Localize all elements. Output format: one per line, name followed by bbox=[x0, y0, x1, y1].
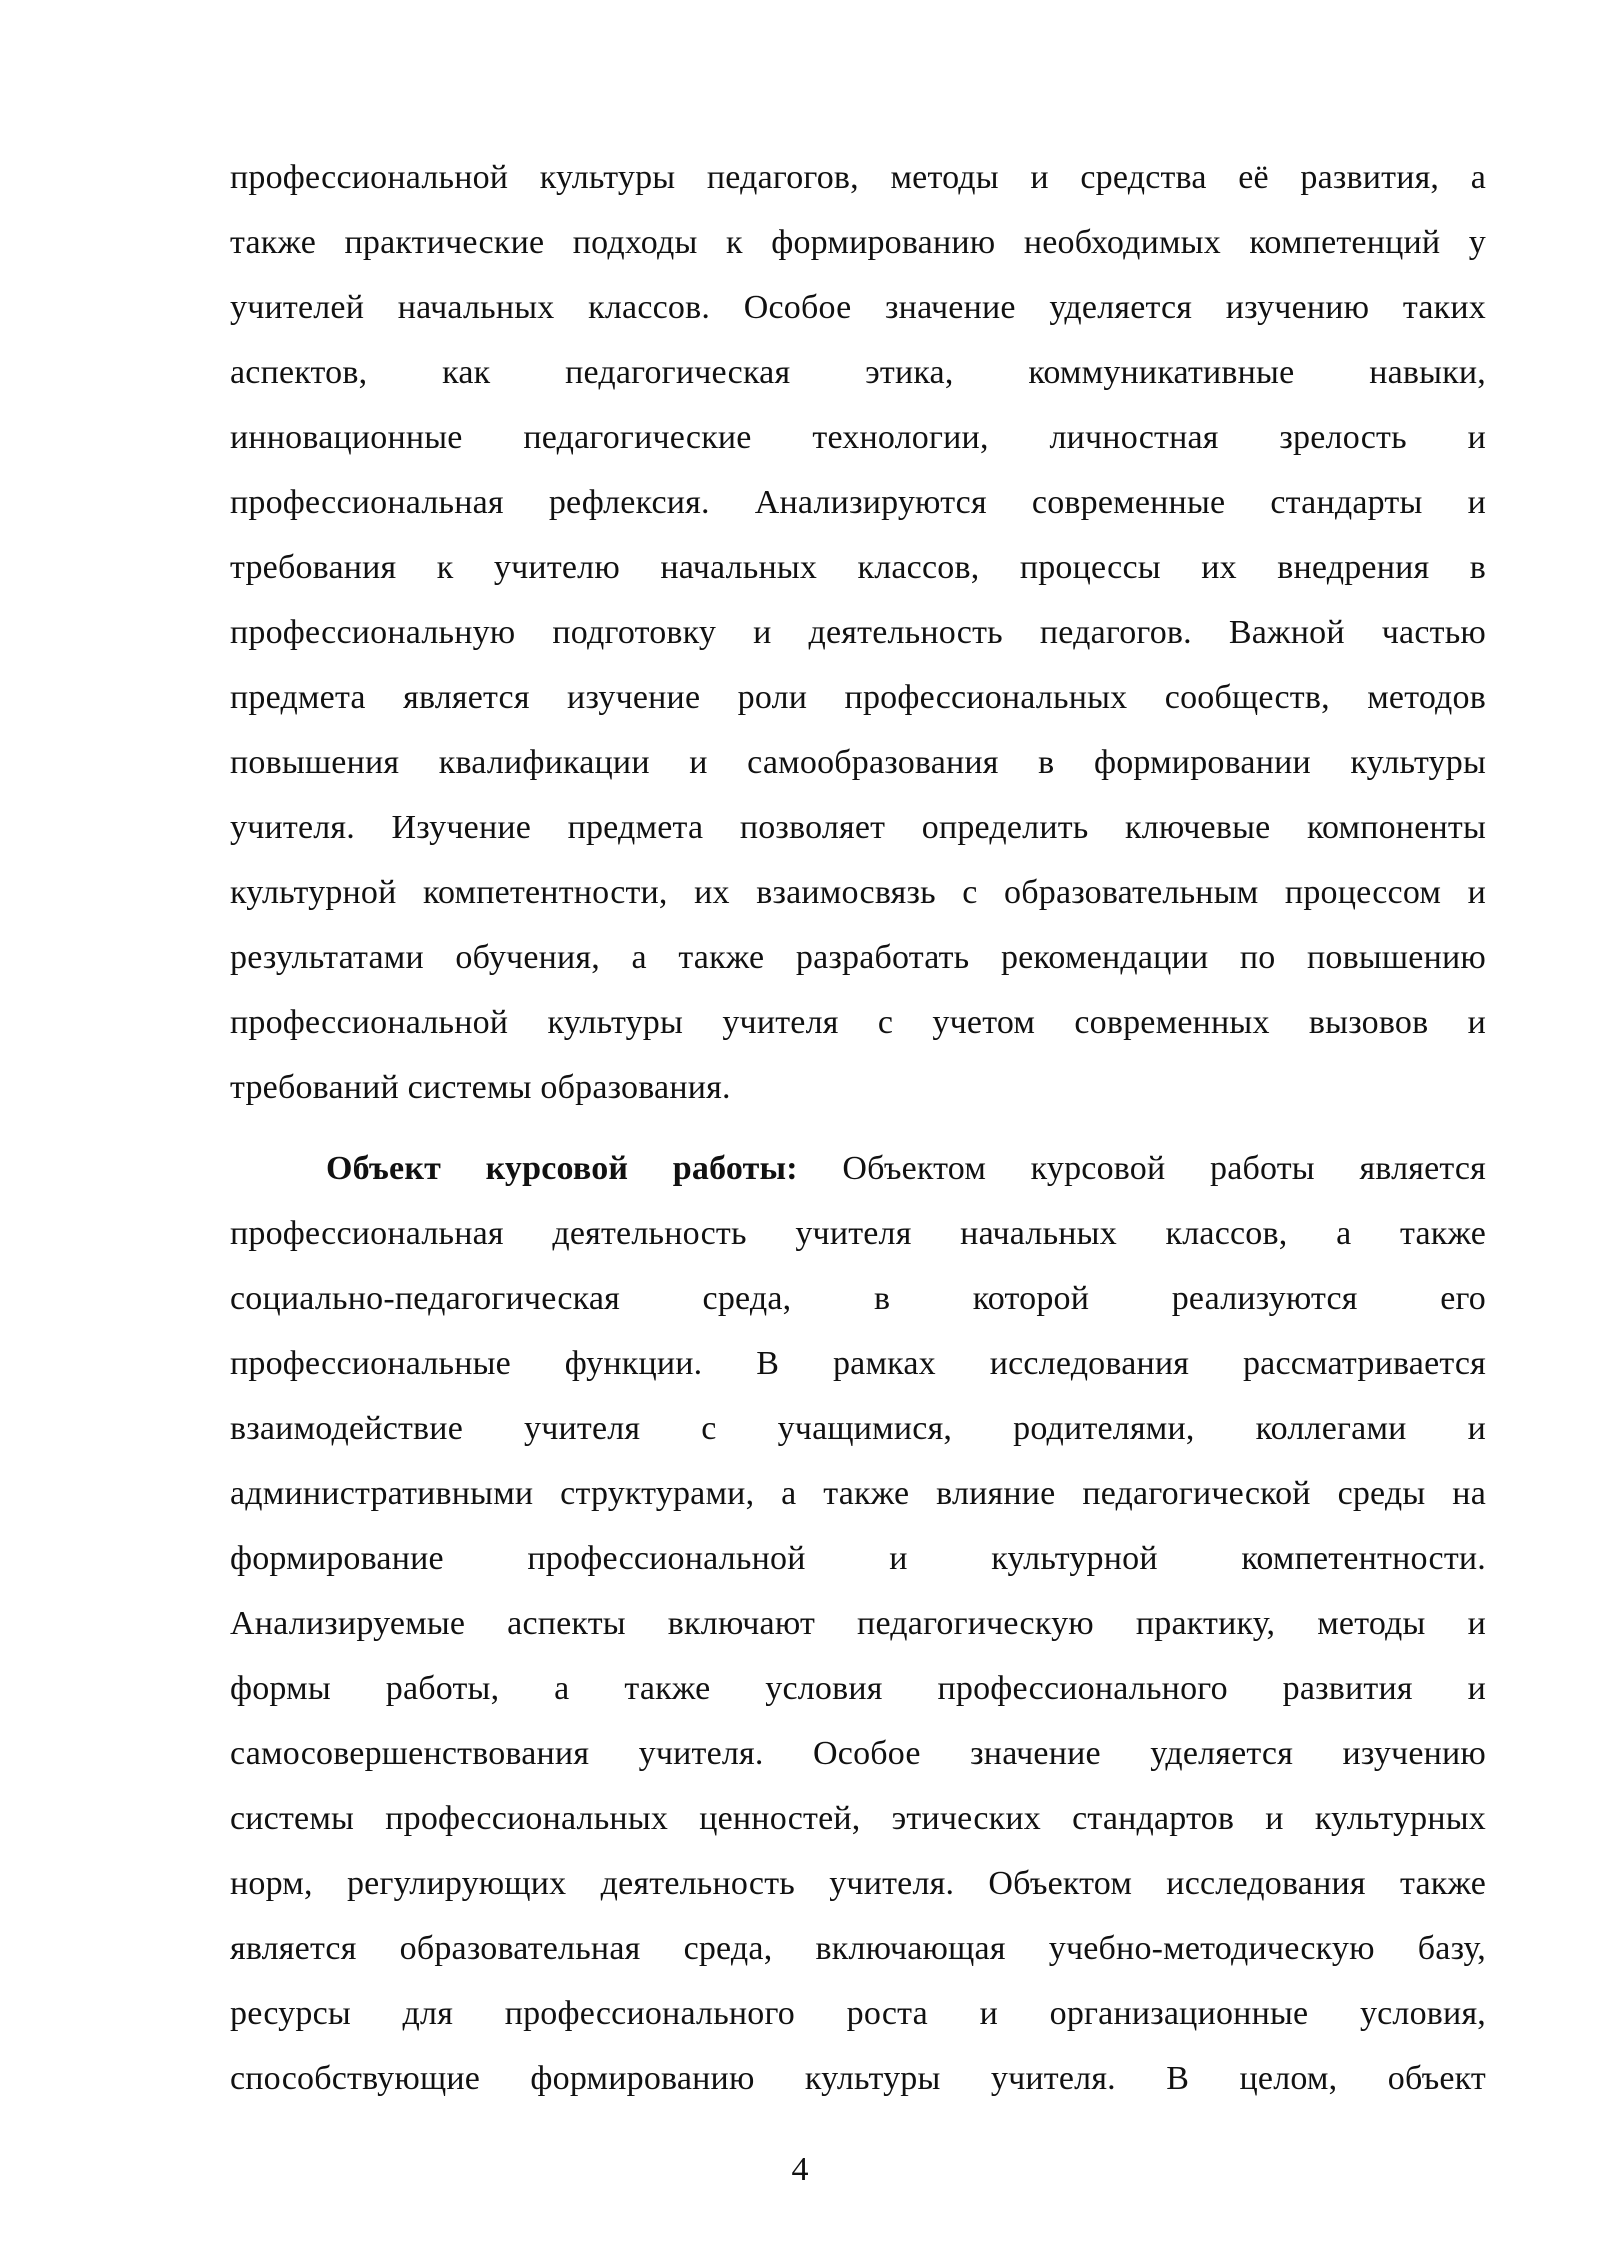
text-line: профессиональная деятельность учителя начальных классов, а также bbox=[230, 1215, 1486, 1252]
text-line: требований системы образования. bbox=[230, 1069, 731, 1106]
text-line: профессиональные функции. В рамках исследования рассматривается bbox=[230, 1345, 1486, 1382]
text-line: аспектов, как педагогическая этика, коммуникативные навыки, bbox=[230, 354, 1486, 391]
text-line: самосовершенствования учителя. Особое значение уделяется изучению bbox=[230, 1735, 1486, 1772]
text-line-rest: Объектом курсовой работы является bbox=[797, 1150, 1487, 1187]
text-line: результатами обучения, а также разработать рекомендации по повышению bbox=[230, 939, 1486, 976]
text-line: системы профессиональных ценностей, этических стандартов и культурных bbox=[230, 1800, 1486, 1837]
text-line: учителей начальных классов. Особое значение уделяется изучению таких bbox=[230, 289, 1486, 326]
text-line: социально-педагогическая среда, в которой реализуются его bbox=[230, 1280, 1486, 1317]
text-line: профессиональная рефлексия. Анализируются современные стандарты и bbox=[230, 484, 1486, 521]
text-line: требования к учителю начальных классов, процессы их внедрения в bbox=[230, 549, 1486, 586]
text-line: также практические подходы к формированию необходимых компетенций у bbox=[230, 224, 1486, 261]
text-line: взаимодействие учителя с учащимися, родителями, коллегами и bbox=[230, 1410, 1486, 1447]
text-line: административными структурами, а также влияние педагогической среды на bbox=[230, 1475, 1486, 1512]
text-line: формы работы, а также условия профессионального развития и bbox=[230, 1670, 1486, 1707]
text-line-first bbox=[230, 1136, 1486, 1201]
text-line: способствующие формированию культуры учителя. В целом, объект bbox=[230, 2060, 1486, 2097]
section-heading: Объект курсовой работы: bbox=[326, 1150, 798, 1187]
text-line: является образовательная среда, включающая учебно-методическую базу, bbox=[230, 1930, 1486, 1967]
text-line: повышения квалификации и самообразования в формировании культуры bbox=[230, 744, 1486, 781]
text-line: предмета является изучение роли профессиональных сообществ, методов bbox=[230, 679, 1486, 716]
text-line: профессиональной культуры учителя с учетом современных вызовов и bbox=[230, 1004, 1486, 1041]
text-line: культурной компетентности, их взаимосвязь с образовательным процессом и bbox=[230, 874, 1486, 911]
paragraph-object bbox=[230, 1136, 1486, 2111]
text-line: Анализируемые аспекты включают педагогическую практику, методы и bbox=[230, 1605, 1486, 1642]
text-line: учителя. Изучение предмета позволяет определить ключевые компоненты bbox=[230, 809, 1486, 846]
text-line: норм, регулирующих деятельность учителя. Объектом исследования также bbox=[230, 1865, 1486, 1902]
text-line: ресурсы для профессионального роста и организационные условия, bbox=[230, 1995, 1486, 2032]
text-line: инновационные педагогические технологии, личностная зрелость и bbox=[230, 419, 1486, 456]
page-number: 4 bbox=[791, 2151, 809, 2188]
text-line: профессиональную подготовку и деятельность педагогов. Важной частью bbox=[230, 614, 1486, 651]
text-line: формирование профессиональной и культурной компетентности. bbox=[230, 1540, 1486, 1577]
paragraph-subject bbox=[230, 145, 1486, 1120]
text-line: профессиональной культуры педагогов, методы и средства её развития, а bbox=[230, 159, 1486, 196]
